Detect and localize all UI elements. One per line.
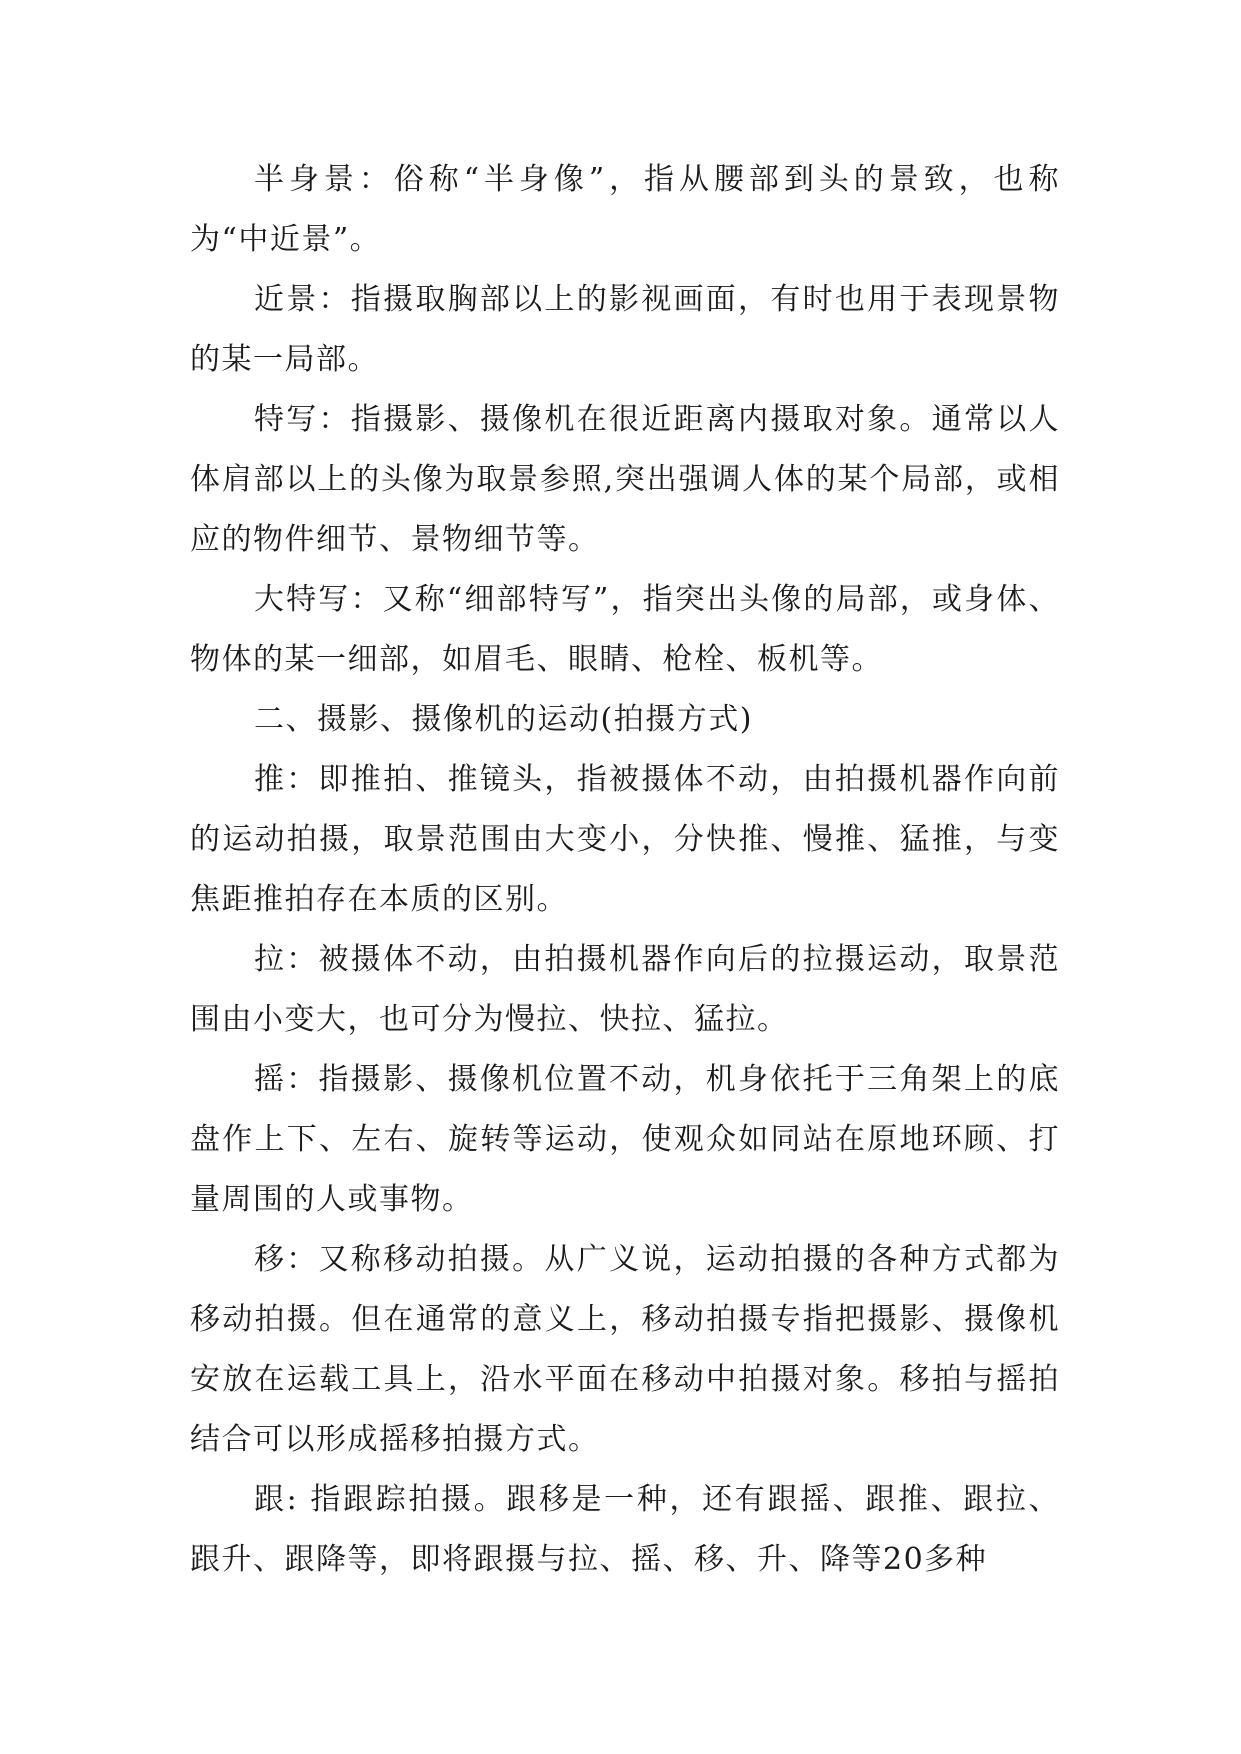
paragraph-extreme-close-up: 大特写：又称“细部特写”，指突出头像的局部，或身体、物体的某一细部，如眉毛、眼睛、枪栓、板机等。 [190,582,1060,677]
paragraph-move: 移：又称移动拍摄。从广义说，运动拍摄的各种方式都为移动拍摄。但在通常的意义上，移动拍摄专指把摄影、摄像机安放在运载工具上，沿水平面在移动中拍摄对象。移拍与摇拍结合可以形成摇移拍摄方式。 [190,1242,1060,1457]
paragraph-pan: 摇：指摄影、摄像机位置不动，机身依托于三角架上的底盘作上下、左右、旋转等运动，使观众如同站在原地环顾、打量周围的人或事物。 [190,1062,1060,1217]
paragraph-follow: 跟: 指跟踪拍摄。跟移是一种，还有跟摇、跟推、跟拉、跟升、跟降等，即将跟摄与拉、摇、移、升、降等20多种 [190,1482,1060,1577]
paragraph-half-body-shot: 半身景：俗称“半身像”，指从腰部到头的景致，也称为“中近景”。 [190,162,1060,257]
paragraph-close-up: 特写：指摄影、摄像机在很近距离内摄取对象。通常以人体肩部以上的头像为取景参照,突出强调人体的某个局部，或相应的物件细节、景物细节等。 [190,402,1060,557]
paragraph-pull: 拉：被摄体不动，由拍摄机器作向后的拉摄运动，取景范围由小变大，也可分为慢拉、快拉、猛拉。 [190,942,1060,1037]
paragraph-close-shot: 近景：指摄取胸部以上的影视画面，有时也用于表现景物的某一局部。 [190,282,1060,377]
paragraph-push: 推：即推拍、推镜头，指被摄体不动，由拍摄机器作向前的运动拍摄，取景范围由大变小，分快推、慢推、猛推，与变焦距推拍存在本质的区别。 [190,762,1060,917]
section-heading-camera-movement: 二、摄影、摄像机的运动(拍摄方式) [254,702,753,737]
document-body [190,150,1060,1590]
